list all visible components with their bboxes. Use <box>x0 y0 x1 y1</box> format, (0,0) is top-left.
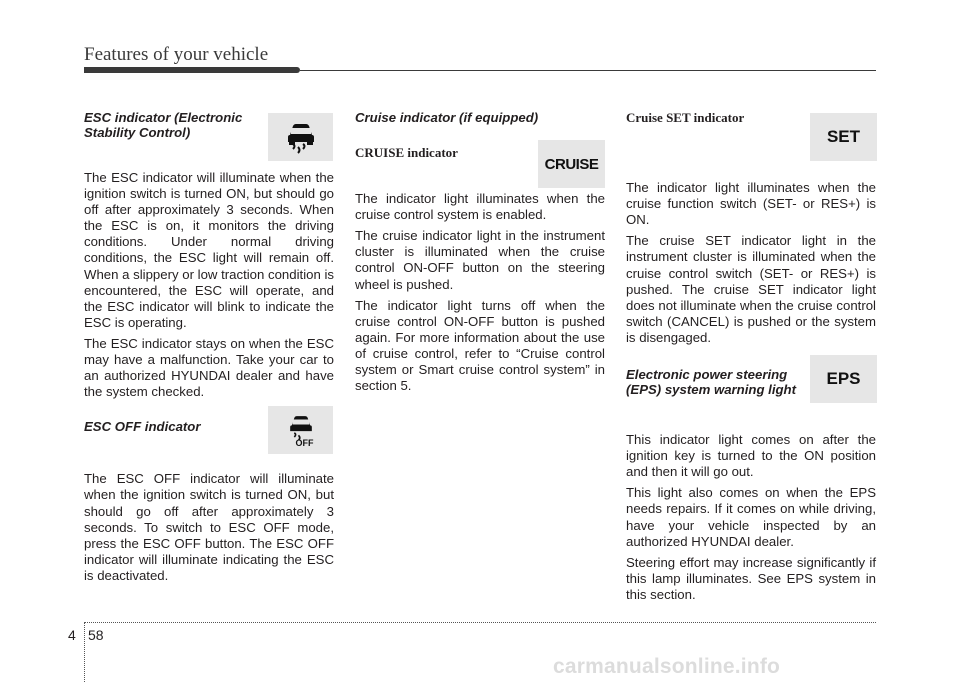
watermark: carmanualsonline.info <box>553 655 781 678</box>
esc-paragraph-2: The ESC indicator stays on when the ESC may have a malfunction. Take your car to an authorized HYUNDAI dealer and have the system checked. <box>84 335 334 400</box>
cruise-icon-label: CRUISE <box>544 155 599 173</box>
escoff-paragraph-1: The ESC OFF indicator will illuminate when the ignition switch is turned ON, but should go off after approximately 3 seconds. To switch to ESC OFF mode, press the ESC OFF button. The ESC OFF indicator will illuminate indicating the ESC is deactivated. <box>84 471 334 583</box>
footer-rule <box>84 622 876 623</box>
set-paragraph-1: The indicator light illuminates when the cruise function switch (SET- or RES+) is ON. <box>626 180 876 228</box>
page-title: Features of your vehicle <box>84 44 269 65</box>
footer-divider <box>84 622 85 682</box>
header-bar <box>84 67 300 73</box>
esc-indicator-icon <box>268 113 333 161</box>
cruise-indicator-icon <box>538 140 605 188</box>
page-number: 58 <box>88 627 104 643</box>
escoff-heading: ESC OFF indicator <box>84 419 201 435</box>
header-rule <box>300 70 876 71</box>
set-indicator-icon <box>810 113 877 161</box>
esc-off-indicator-icon <box>268 406 333 454</box>
cruise-paragraph-3: The indicator light turns off when the cruise control ON-OFF button is pushed again. For more information about the use of cruise control, refer to “Cruise control system or Smart cruise control system” in section 5. <box>355 297 605 394</box>
section-number: 4 <box>68 627 76 643</box>
eps-paragraph-1: This indicator light comes on after the ignition key is turned to the ON position and then it will go out. <box>626 432 876 480</box>
cruise-heading: Cruise indicator (if equipped) <box>355 110 539 125</box>
cruise-paragraph-2: The cruise indicator light in the instrument cluster is illuminated when the cruise control ON-OFF button on the steering wheel is pushed. <box>355 228 605 292</box>
eps-heading-line1: Electronic power steering <box>626 367 788 383</box>
column-1 <box>84 110 334 589</box>
esc-paragraph-1: The ESC indicator will illuminate when the ignition switch is turned ON, but should go off after approximately 3 seconds. When the ESC is on, it monitors the driving conditions. Under normal driving conditions, the ESC light will remain off. When a slippery or low traction condition is encountered, the ESC will operate, and the ESC indicator will blink to indicate the ESC is operating. <box>84 170 334 330</box>
cruise-subheading: CRUISE indicator <box>355 145 458 160</box>
set-heading: Cruise SET indicator <box>626 110 745 125</box>
eps-icon-label: EPS <box>826 369 861 388</box>
eps-heading-line2: (EPS) system warning light <box>626 382 797 398</box>
eps-paragraph-3: Steering effort may increase significantly if this lamp illuminates. See EPS system in this section. <box>626 554 876 602</box>
esc-heading-line2: Stability Control) <box>84 125 191 140</box>
cruise-paragraph-1: The indicator light illuminates when the cruise control system is enabled. <box>355 191 605 223</box>
eps-indicator-icon <box>810 355 877 403</box>
eps-paragraph-2: This light also comes on when the EPS needs repairs. If it comes on while driving, have your vehicle inspected by an authorized HYUNDAI dealer. <box>626 485 876 549</box>
eps-heading <box>626 367 811 397</box>
esc-heading-line1: ESC indicator (Electronic <box>84 110 243 125</box>
set-icon-label: SET <box>826 127 861 146</box>
esc-heading <box>84 110 264 140</box>
set-paragraph-2: The cruise SET indicator light in the instrument cluster is illuminated when the cruise control switch (SET- or RES+) is pushed. The cruise SET indicator light does not illuminate when the cruise control switch (CANCEL) is pushed or the system is disengaged. <box>626 233 876 345</box>
off-label: OFF <box>295 438 314 448</box>
